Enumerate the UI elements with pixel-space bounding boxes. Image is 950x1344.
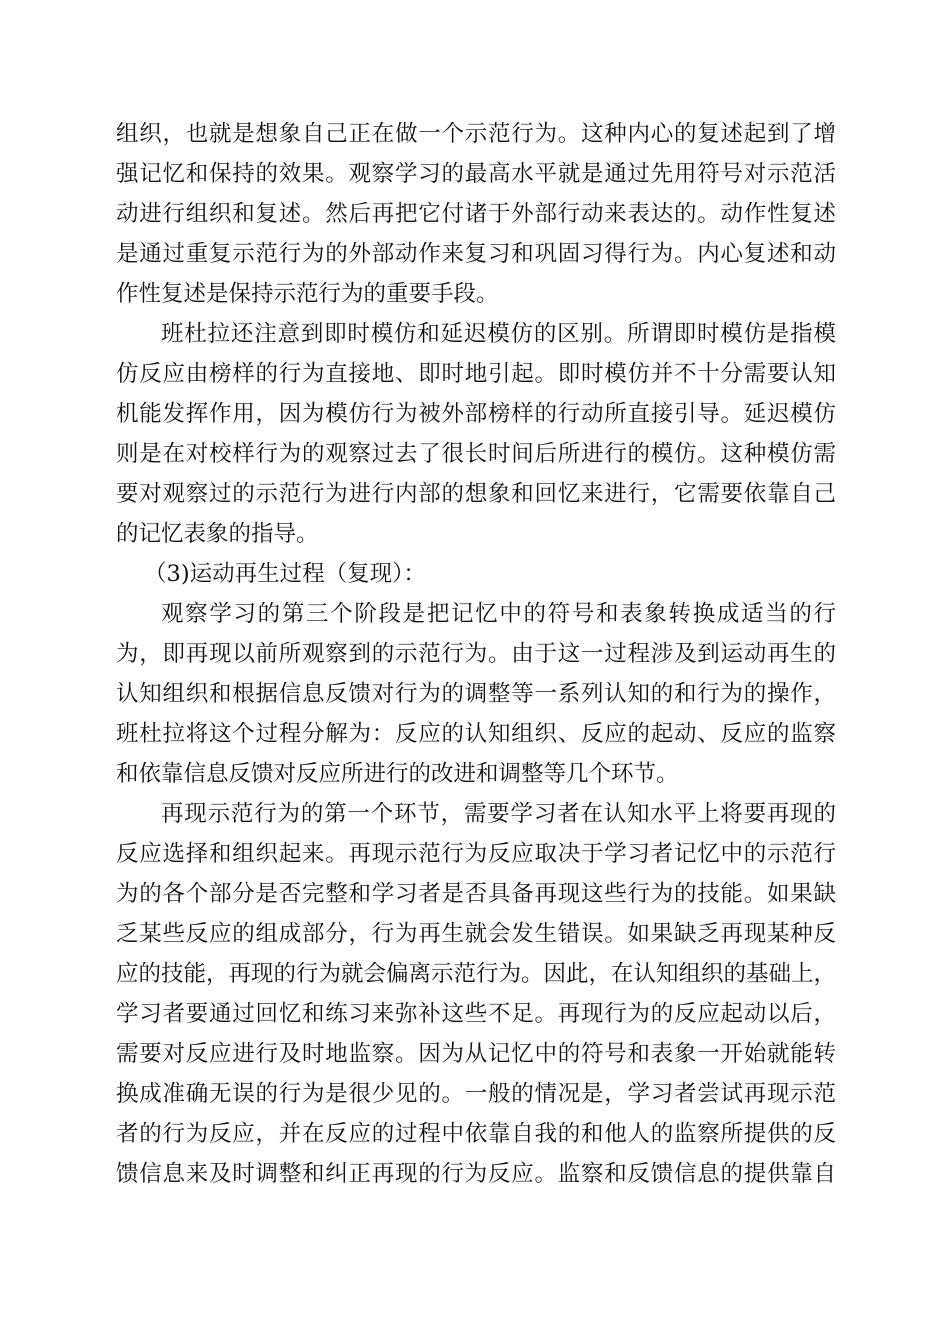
text-line: 馈信息来及时调整和纠正再现的行为反应。监察和反馈信息的提供靠自 xyxy=(116,1161,836,1187)
text-line: 观察学习的第三个阶段是把记忆中的符号和表象转换成适当的行 xyxy=(161,601,836,627)
paragraph-3 xyxy=(116,594,836,794)
text-line: 作性复述是保持示范行为的重要手段。 xyxy=(116,281,499,307)
text-line: 班杜拉将这个过程分解为：反应的认知组织、反应的起动、反应的监察 xyxy=(116,721,836,747)
text-line: 反应选择和组织起来。再现示范行为反应取决于学习者记忆中的示范行 xyxy=(116,841,836,867)
document-body xyxy=(116,114,836,1194)
paragraph-4 xyxy=(116,794,836,1194)
subheading-text: （3)运动再生过程（复现）： xyxy=(144,561,426,587)
text-line: 认知组织和根据信息反馈对行为的调整等一系列认知的和行为的操作， xyxy=(116,681,836,707)
section-subheading xyxy=(116,554,836,594)
text-line: 换成准确无误的行为是很少见的。一般的情况是，学习者尝试再现示范 xyxy=(116,1081,836,1107)
text-line: 者的行为反应，并在反应的过程中依靠自我的和他人的监察所提供的反 xyxy=(116,1121,836,1147)
text-line: 应的技能，再现的行为就会偏离示范行为。因此，在认知组织的基础上， xyxy=(116,961,836,987)
text-line: 则是在对校样行为的观察过去了很长时间后所进行的模仿。这种模仿需 xyxy=(116,441,836,467)
paragraph-1 xyxy=(116,114,836,314)
text-line: 强记忆和保持的效果。观察学习的最高水平就是通过先用符号对示范活 xyxy=(116,161,836,187)
text-line: 组织，也就是想象自己正在做一个示范行为。这种内心的复述起到了增 xyxy=(116,121,836,147)
text-line: 再现示范行为的第一个环节，需要学习者在认知水平上将要再现的 xyxy=(161,801,836,827)
text-line: 学习者要通过回忆和练习来弥补这些不足。再现行为的反应起动以后， xyxy=(116,1001,836,1027)
text-line: 需要对反应进行及时地监察。因为从记忆中的符号和表象一开始就能转 xyxy=(116,1041,836,1067)
text-line: 和依靠信息反馈对反应所进行的改进和调整等几个环节。 xyxy=(116,761,679,787)
text-line: 要对观察过的示范行为进行内部的想象和回忆来进行，它需要依靠自己 xyxy=(116,481,836,507)
text-line: 机能发挥作用，因为模仿行为被外部榜样的行动所直接引导。延迟模仿 xyxy=(116,401,836,427)
text-line: 是通过重复示范行为的外部动作来复习和巩固习得行为。内心复述和动 xyxy=(116,241,836,267)
text-line: 班杜拉还注意到即时模仿和延迟模仿的区别。所谓即时模仿是指模 xyxy=(161,321,836,347)
text-line: 动进行组织和复述。然后再把它付诸于外部行动来表达的。动作性复述 xyxy=(116,201,836,227)
text-line: 的记忆表象的指导。 xyxy=(116,521,319,547)
paragraph-2 xyxy=(116,314,836,554)
text-line: 仿反应由榜样的行为直接地、即时地引起。即时模仿并不十分需要认知 xyxy=(116,361,836,387)
text-line: 为的各个部分是否完整和学习者是否具备再现这些行为的技能。如果缺 xyxy=(116,881,836,907)
text-line: 乏某些反应的组成部分，行为再生就会发生错误。如果缺乏再现某种反 xyxy=(116,921,836,947)
text-line: 为，即再现以前所观察到的示范行为。由于这一过程涉及到运动再生的 xyxy=(116,641,836,667)
